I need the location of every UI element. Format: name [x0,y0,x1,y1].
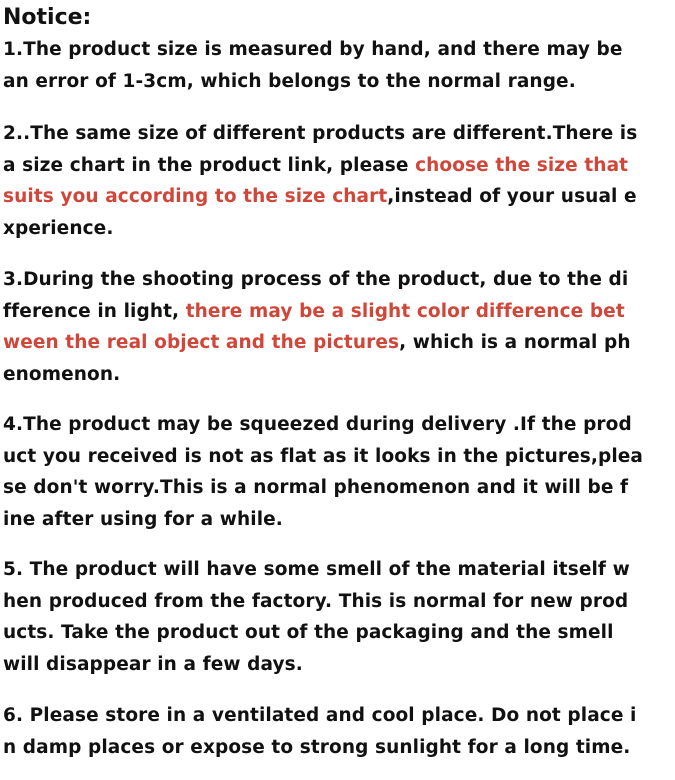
text-line [3,732,636,764]
text-segment: 3.During the shooting process of the product, due to the di [3,269,629,290]
text-line [3,118,637,150]
text-segment: 4.The product may be squeezed during delivery .If the prod [3,414,632,435]
text-segment: 5. The product will have some smell of the material itself w [3,559,630,580]
text-line [3,472,643,504]
text-segment: fference in light, [3,300,186,322]
text-line [3,586,630,618]
text-segment: ,instead of your usual e [387,186,637,207]
text-line [3,649,630,681]
text-line [3,327,631,359]
notice-title: Notice: [3,5,92,30]
text-segment: n damp places or expose to strong sunlight for a long time. [3,736,631,758]
text-line [3,617,630,649]
highlighted-text: ween the real object and the pictures [3,332,400,353]
notice-paragraph-5 [3,554,630,680]
text-segment: ucts. Take the product out of the packaging and the smell [3,622,614,643]
highlighted-text: suits you according to the size chart [3,186,388,207]
text-segment: , which is a normal ph [399,332,631,353]
notice-paragraph-6 [3,700,636,763]
notice-paragraph-2 [3,118,637,244]
text-line [3,181,637,213]
text-line [3,213,637,245]
text-line [3,264,631,296]
text-line [3,34,623,66]
text-line [3,150,637,182]
text-segment: ine after using for a while. [3,508,283,530]
text-segment: an error of 1-3cm, which belongs to the normal range. [3,70,576,92]
text-line [3,409,643,441]
text-line [3,554,630,586]
text-segment: se don't worry.This is a normal phenomenon and it will be f [3,477,629,498]
text-line [3,504,643,536]
highlighted-text: there may be a slight color difference bet [185,300,625,322]
text-segment: hen produced from the factory. This is normal for new prod [3,590,629,612]
text-segment: 1.The product size is measured by hand, and there may be [3,39,623,60]
notice-paragraph-4 [3,409,643,535]
text-segment: enomenon. [3,363,121,385]
text-segment: 2..The same size of different products are different.There is [3,123,638,144]
text-segment: xperience. [3,217,114,239]
text-line [3,296,631,328]
text-line [3,359,631,391]
text-line [3,66,623,98]
text-line [3,441,643,473]
text-segment: will disappear in a few days. [3,653,303,675]
notice-paragraph-3 [3,264,631,390]
text-segment: a size chart in the product link, please [3,154,416,176]
notice-paragraph-1 [3,34,623,97]
text-line [3,700,636,732]
text-segment: uct you received is not as flat as it looks in the pictures,plea [3,445,643,467]
highlighted-text: choose the size that [415,154,629,176]
text-segment: 6. Please store in a ventilated and cool place. Do not place i [3,705,637,726]
